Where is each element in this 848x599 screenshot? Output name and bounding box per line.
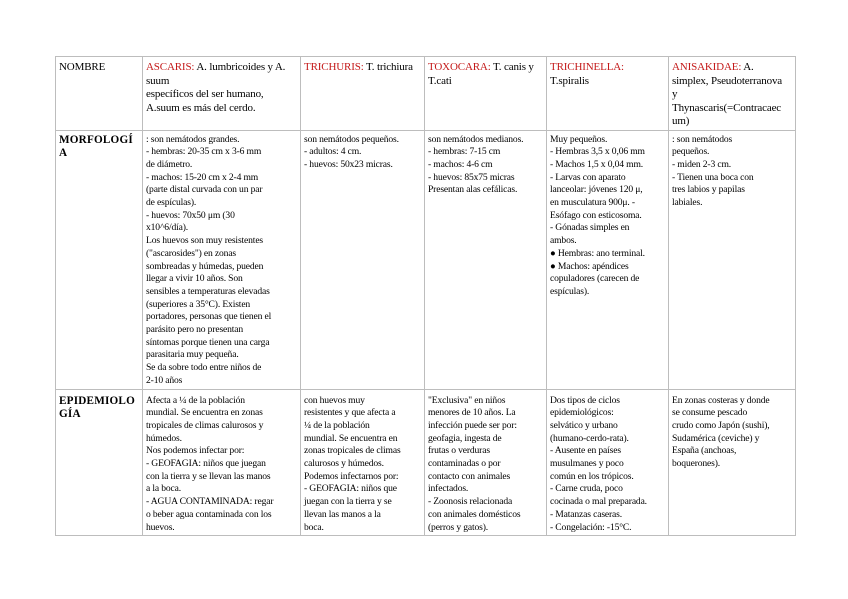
column-header	[301, 57, 425, 131]
cell-line: - Gónadas simples en	[550, 222, 630, 234]
species-line: y	[672, 88, 678, 100]
cell-line: - Ausente en países	[550, 445, 621, 457]
cell-line: Presentan alas cefálicas.	[428, 184, 518, 196]
cell-line: En zonas costeras y donde	[672, 394, 770, 406]
cell-line: mundial. Se encuentra en zonas	[146, 407, 263, 419]
parasite-name: TRICHURIS:	[304, 61, 364, 73]
cell-line: sensibles a temperaturas elevadas	[146, 285, 270, 297]
cell-line: - miden 2-3 cm.	[672, 158, 732, 170]
column-header-title	[672, 61, 793, 75]
parasite-name: ASCARIS:	[146, 61, 195, 73]
cell-line: copuladores (carecen de	[550, 273, 640, 285]
cell-line: cocinada o mal preparada.	[550, 496, 647, 508]
cell-line: o beber agua contaminada con los	[146, 508, 272, 520]
cell-line: contaminadas o por	[428, 458, 501, 470]
species-line: específicos del ser humano,	[146, 88, 264, 100]
table-cell	[301, 130, 425, 389]
cell-line: calurosos y húmedos.	[304, 458, 384, 470]
cell-line: juegan con la tierra y se	[304, 496, 392, 508]
cell-line: - GEOFAGIA: niños que juegan	[146, 458, 266, 470]
cell-line: infección puede ser por:	[428, 419, 517, 431]
cell-line: espículas).	[550, 285, 590, 297]
row-header-line: A	[59, 147, 68, 159]
row-header-line: MORFOLOGÍ	[59, 133, 133, 146]
column-header	[143, 57, 301, 131]
column-header-title	[428, 61, 544, 75]
cell-line: en musculatura 900μ. -	[550, 197, 635, 209]
cell-line: tres labios y papilas	[672, 184, 745, 196]
cell-line: labiales.	[672, 197, 703, 209]
cell-line: (humano-cerdo-rata).	[550, 432, 629, 444]
cell-line: - Machos 1,5 x 0,04 mm.	[550, 158, 644, 170]
cell-line: (parte distal curvada con un par	[146, 184, 263, 196]
cell-line: epidemiológicos:	[550, 407, 614, 419]
table-cell	[547, 130, 669, 389]
cell-line: Los huevos son muy resistentes	[146, 235, 264, 247]
species-text: A. lumbricoides y A.	[194, 61, 286, 73]
table-cell	[143, 130, 301, 389]
cell-line: se consume pescado	[672, 407, 748, 419]
cell-line: crudo como Japón (sushi),	[672, 419, 770, 431]
parasite-name: ANISAKIDAE:	[672, 61, 742, 73]
cell-line: Sudamérica (ceviche) y	[672, 432, 760, 444]
cell-line: son nemátodos medianos.	[428, 133, 524, 145]
cell-line: selvático y urbano	[550, 419, 618, 431]
cell-line: - hembras: 7-15 cm	[428, 146, 501, 158]
table-row	[56, 130, 796, 389]
cell-line: - machos: 4-6 cm	[428, 158, 493, 170]
table-cell	[547, 389, 669, 536]
cell-line: - Carne cruda, poco	[550, 483, 623, 495]
table-cell	[143, 389, 301, 536]
cell-line: menores de 10 años. La	[428, 407, 516, 419]
cell-line: con huevos muy	[304, 394, 365, 406]
cell-line: - Larvas con aparato	[550, 171, 626, 183]
column-header-title	[550, 61, 666, 75]
table-cell	[669, 130, 796, 389]
table-cell	[425, 389, 547, 536]
cell-line: (superiores a 35°C). Existen	[146, 298, 251, 310]
table-row	[56, 389, 796, 536]
cell-line: común en los trópicos.	[550, 470, 634, 482]
cell-line: Afecta a ¼ de la población	[146, 394, 245, 406]
cell-line: - Hembras 3,5 x 0,06 mm	[550, 146, 645, 158]
cell-line: húmedos.	[146, 432, 182, 444]
species-line: Thynascaris(=Contracaec	[672, 101, 782, 114]
species-line: suum	[146, 74, 170, 87]
cell-line: de espículas).	[146, 197, 197, 209]
cell-line: - huevos: 85x75 micras	[428, 171, 515, 183]
column-header	[425, 57, 547, 131]
cell-line: Se da sobre todo entre niños de	[146, 362, 262, 374]
cell-line: musulmanes y poco	[550, 458, 624, 470]
species-line: um)	[672, 115, 690, 127]
cell-line: : son nemátodos	[672, 133, 733, 145]
cell-line: ● Hembras: ano terminal.	[550, 247, 645, 259]
cell-line: - GEOFAGIA: niños que	[304, 483, 397, 495]
cell-line: a la boca.	[146, 483, 181, 495]
column-header-title	[146, 61, 298, 75]
cell-line: - AGUA CONTAMINADA: regar	[146, 496, 274, 508]
cell-line: - Matanzas caseras.	[550, 508, 622, 520]
cell-line: con animales domésticos	[428, 508, 521, 520]
cell-line: - Zoonosis relacionada	[428, 496, 513, 508]
parasite-name: TOXOCARA:	[428, 61, 491, 73]
cell-line: : son nemátodos grandes.	[146, 133, 240, 145]
cell-line: zonas tropicales de climas	[304, 445, 401, 457]
nombre-label: NOMBRE	[59, 61, 106, 73]
cell-line: - hembras: 20-35 cm x 3-6 mm	[146, 146, 262, 158]
column-header-title	[304, 61, 422, 75]
cell-line: tropicales de climas calurosos y	[146, 419, 264, 431]
cell-line: mundial. Se encuentra en	[304, 432, 398, 444]
cell-line: sombreadas y húmedas, pueden	[146, 260, 264, 272]
table-cell	[301, 389, 425, 536]
cell-line: parásito pero no presentan	[146, 324, 244, 336]
cell-line: Nos podemos infectar por:	[146, 445, 245, 457]
cell-line: portadores, personas que tienen el	[146, 311, 272, 323]
column-header	[547, 57, 669, 131]
cell-line: parasitaria muy pequeña.	[146, 349, 239, 361]
cell-line: España (anchoas,	[672, 445, 737, 457]
cell-line: Dos tipos de ciclos	[550, 394, 620, 406]
species-text: T. trichiura	[363, 61, 413, 73]
cell-line: frutas o verduras	[428, 445, 490, 457]
cell-line: síntomas porque tienen una carga	[146, 336, 270, 348]
cell-line: ¼ de la población	[304, 419, 370, 431]
cell-line: boca.	[304, 521, 324, 533]
parasite-name: TRICHINELLA:	[550, 61, 624, 73]
row-header-line: GÍA	[59, 408, 81, 421]
species-line: T.spiralis	[550, 74, 589, 87]
cell-line: x10^6/día).	[146, 222, 189, 234]
species-line: A.suum es más del cerdo.	[146, 101, 256, 114]
cell-line: pequeños.	[672, 146, 710, 158]
cell-line: boquerones).	[672, 458, 721, 470]
cell-line: resistentes y que afecta a	[304, 407, 396, 419]
cell-line: ambos.	[550, 235, 577, 247]
cell-line: ● Machos: apéndices	[550, 260, 629, 272]
header-row	[56, 57, 796, 131]
cell-line: "Exclusiva" en niños	[428, 394, 506, 406]
cell-line: - huevos: 50x23 micras.	[304, 158, 393, 170]
row-header	[56, 130, 143, 389]
cell-line: llegar a vivir 10 años. Son	[146, 273, 243, 285]
cell-line: Podemos infectarnos por:	[304, 470, 399, 482]
cell-line: - machos: 15-20 cm x 2-4 mm	[146, 171, 259, 183]
cell-line: de diámetro.	[146, 158, 193, 170]
table-body	[56, 57, 796, 536]
row-header	[56, 389, 143, 536]
species-line: simplex, Pseudoterranova	[672, 74, 783, 87]
species-line: T.cati	[428, 74, 452, 87]
table-cell	[669, 389, 796, 536]
cell-line: - Tienen una boca con	[672, 171, 754, 183]
row-header-line: EPIDEMIOLO	[59, 394, 135, 407]
cell-line: geofagia, ingesta de	[428, 432, 502, 444]
cell-line: - huevos: 70x50 μm (30	[146, 209, 235, 221]
cell-line: contacto con animales	[428, 470, 511, 482]
cell-line: son nemátodos pequeños.	[304, 133, 399, 145]
cell-line: infectados.	[428, 483, 469, 495]
cell-line: - Congelación: -15°C.	[550, 521, 632, 533]
cell-line: - adultos: 4 cm.	[304, 146, 362, 158]
cell-line: huevos.	[146, 521, 175, 533]
cell-line: Muy pequeños.	[550, 133, 608, 145]
cell-line: con la tierra y se llevan las manos	[146, 470, 271, 482]
cell-line: Esófago con esticosoma.	[550, 209, 642, 221]
species-text: T. canis y	[490, 61, 534, 73]
species-text: A.	[741, 61, 754, 73]
cell-line: (perros y gatos).	[428, 521, 489, 533]
cell-line: llevan las manos a la	[304, 508, 381, 520]
parasite-comparison-table	[55, 56, 796, 536]
cell-line: 2-10 años	[146, 374, 183, 386]
table-cell	[425, 130, 547, 389]
cell-line: lanceolar: jóvenes 120 μ,	[550, 184, 643, 196]
column-header	[669, 57, 796, 131]
cell-line: ("ascarosides") en zonas	[146, 247, 237, 259]
column-header-nombre	[56, 57, 143, 131]
